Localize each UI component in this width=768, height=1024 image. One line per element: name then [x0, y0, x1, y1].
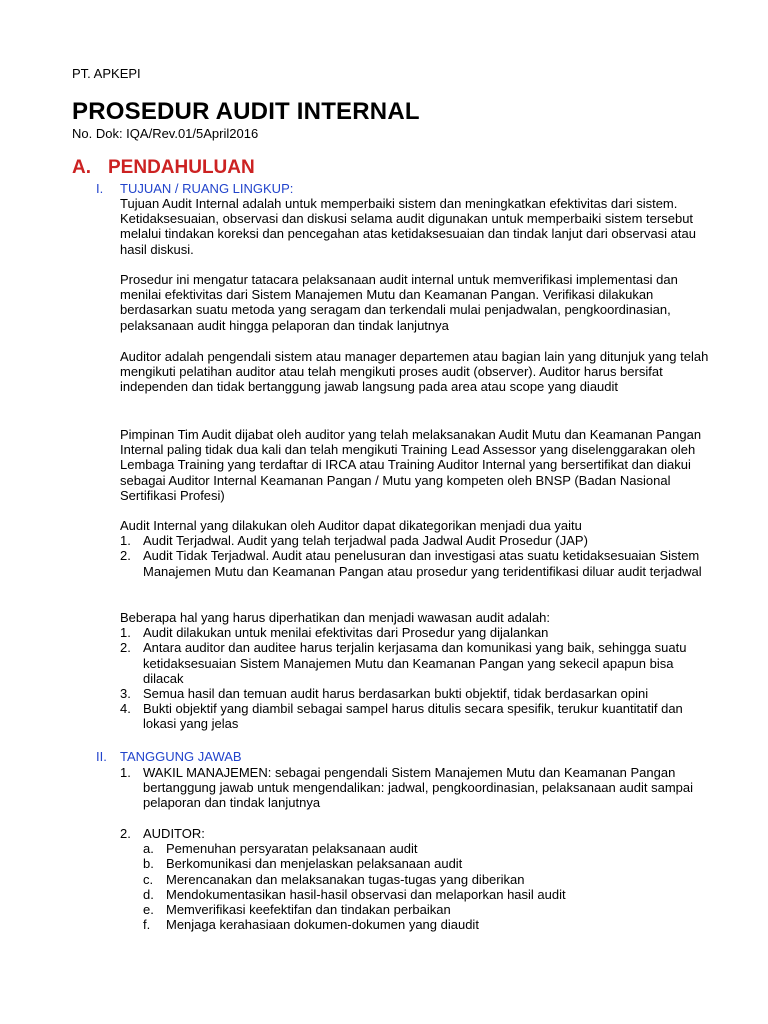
list-item: [120, 625, 710, 640]
list-item: [120, 533, 710, 548]
list-text: Audit Tidak Terjadwal. Audit atau penelusuran dan investigasi atas suatu ketidaksesuaian Sistem Manajemen Mutu dan Keamanan Pangan atau prosedur yang teridentifikasi diluar audit terjadwal: [143, 548, 702, 579]
paragraph-pimpinan: [120, 427, 710, 503]
paragraph: Auditor adalah pengendali sistem atau manager departemen atau bagian lain yang ditunjuk yang telah mengikuti pelatihan auditor atau telah mengikuti proses audit (observer). Auditor harus bersifat independen dan tidak bertanggung jawab langsung pada area atau scope yang diaudit: [120, 349, 709, 395]
list-item: [143, 917, 710, 932]
paragraph: Prosedur ini mengatur tatacara pelaksanaan audit internal untuk memverifikasi implementasi dan menilai efektivitas dari Sistem Manajemen Mutu dan Keamanan Pangan. Verifikasi dilakukan berdasarkan suatu metoda yang seragam dan terkendali mulai penjadwalan, pengkoordinasian, pelaksanaan audit hingga pelaporan dan tindak lanjutnya: [120, 272, 678, 333]
list-item: [120, 701, 710, 731]
list-text: Pemenuhan persyaratan pelaksanaan audit: [166, 841, 418, 857]
paragraph: Tujuan Audit Internal adalah untuk memperbaiki sistem dan meningkatkan efektivitas dari sistem. Ketidaksesuaian, observasi dan diskusi selama audit digunakan untuk memperbaiki sistem tersebut melalui tindakan koreksi dan pencegahan atas ketidaksesuaian dan tindak lanjut dari observasi atau hasil diskusi.: [120, 196, 696, 257]
audit-insight-list: [120, 625, 710, 731]
paragraph-prosedur: [120, 272, 710, 333]
responsibility-list: [120, 826, 710, 932]
audit-insights: [120, 610, 710, 732]
list-number: 1.: [120, 533, 131, 549]
audit-categories: [120, 518, 710, 579]
list-text: Audit dilakukan untuk menilai efektivitas dari Prosedur yang dijalankan: [143, 625, 549, 641]
list-item: [120, 826, 710, 932]
list-number: 2.: [120, 548, 131, 564]
list-item: [143, 856, 710, 871]
list-text: Memverifikasi keefektifan dan tindakan perbaikan: [166, 902, 451, 918]
paragraph: Beberapa hal yang harus diperhatikan dan menjadi wawasan audit adalah:: [120, 610, 551, 625]
list-text: Menjaga kerahasiaan dokumen-dokumen yang diaudit: [166, 917, 479, 933]
company-name: PT. APKEPI: [72, 66, 141, 81]
list-text: Antara auditor dan auditee harus terjalin kerjasama dan komunikasi yang baik, sehingga suatu ketidaksesuaian Sistem Manajemen Mutu dan Keamanan Pangan yang sekecil apapun bisa dilacak: [143, 640, 687, 686]
list-number: 4.: [120, 701, 131, 717]
paragraph: Audit Internal yang dilakukan oleh Auditor dapat dikategorikan menjadi dua yaitu: [120, 518, 582, 533]
list-letter: a.: [143, 841, 154, 857]
list-item: [120, 765, 710, 811]
list-item: [120, 686, 710, 701]
list-text: AUDITOR:: [143, 826, 205, 841]
list-number: 1.: [120, 765, 131, 780]
list-item: [120, 640, 710, 686]
section-title: PENDAHULUAN: [108, 157, 255, 178]
list-number: 1.: [120, 625, 131, 641]
list-number: 2.: [120, 640, 131, 656]
list-number: 3.: [120, 686, 131, 702]
paragraph: Pimpinan Tim Audit dijabat oleh auditor yang telah melaksanakan Audit Mutu dan Keamanan Pangan Internal paling tidak dua kali dan telah mengikuti Training Lead Assessor yang diselenggarakan oleh Lembaga Training yang terdaftar di IRCA atau Training Auditor Internal yang bersertifikat dan diakui sebagai Auditor Internal Keamanan Pangan / Mutu yang kompeten oleh BNSP (Badan Nasional Sertifikasi Profesi): [120, 427, 702, 503]
responsibility-list: [120, 765, 710, 811]
list-item: [143, 841, 710, 856]
list-text: Semua hasil dan temuan audit harus berdasarkan bukti objektif, tidak berdasarkan opini: [143, 686, 649, 702]
responsibility-wakil: [120, 765, 710, 811]
subsection-title: TUJUAN / RUANG LINGKUP:: [120, 181, 294, 196]
list-item: [143, 872, 710, 887]
list-text: WAKIL MANAJEMEN: sebagai pengendali Sistem Manajemen Mutu dan Keamanan Pangan bertanggung jawab untuk mengendalikan: jadwal, pengkoordinasian, pelaksanaan audit sampai pelaporan dan tindak lanjutnya: [143, 765, 693, 811]
paragraph-auditor: [120, 349, 710, 395]
document-number: No. Dok: IQA/Rev.01/5April2016: [72, 126, 259, 141]
list-text: Berkomunikasi dan menjelaskan pelaksanaan audit: [166, 856, 463, 872]
list-item: [143, 902, 710, 917]
subsection-title: TANGGUNG JAWAB: [120, 749, 242, 764]
list-text: Audit Terjadwal. Audit yang telah terjadwal pada Jadwal Audit Prosedur (JAP): [143, 533, 588, 549]
section-heading-a: [72, 156, 255, 180]
list-letter: f.: [143, 917, 151, 933]
audit-category-list: [120, 533, 710, 579]
subsection-heading-tanggung-jawab: [96, 749, 242, 764]
list-text: Bukti objektif yang diambil sebagai sampel harus ditulis secara spesifik, terukur kuantitatif dan lokasi yang jelas: [143, 701, 683, 732]
subsection-number: II.: [96, 749, 107, 764]
responsibility-auditor: [120, 826, 710, 932]
list-item: [120, 548, 710, 578]
list-letter: c.: [143, 871, 154, 887]
section-number: A.: [72, 157, 91, 178]
subsection-heading-tujuan: [96, 181, 293, 196]
list-text: Merencanakan dan melaksanakan tugas-tugas yang diberikan: [166, 871, 525, 887]
list-text: Mendokumentasikan hasil-hasil observasi dan melaporkan hasil audit: [166, 886, 566, 902]
document-title: PROSEDUR AUDIT INTERNAL: [72, 98, 420, 125]
list-letter: d.: [143, 886, 154, 902]
list-item: [143, 887, 710, 902]
auditor-duty-list: [143, 841, 710, 932]
paragraph-tujuan: [120, 196, 710, 257]
list-letter: e.: [143, 902, 154, 918]
subsection-number: I.: [96, 181, 104, 196]
list-number: 2.: [120, 826, 131, 841]
list-letter: b.: [143, 856, 154, 872]
